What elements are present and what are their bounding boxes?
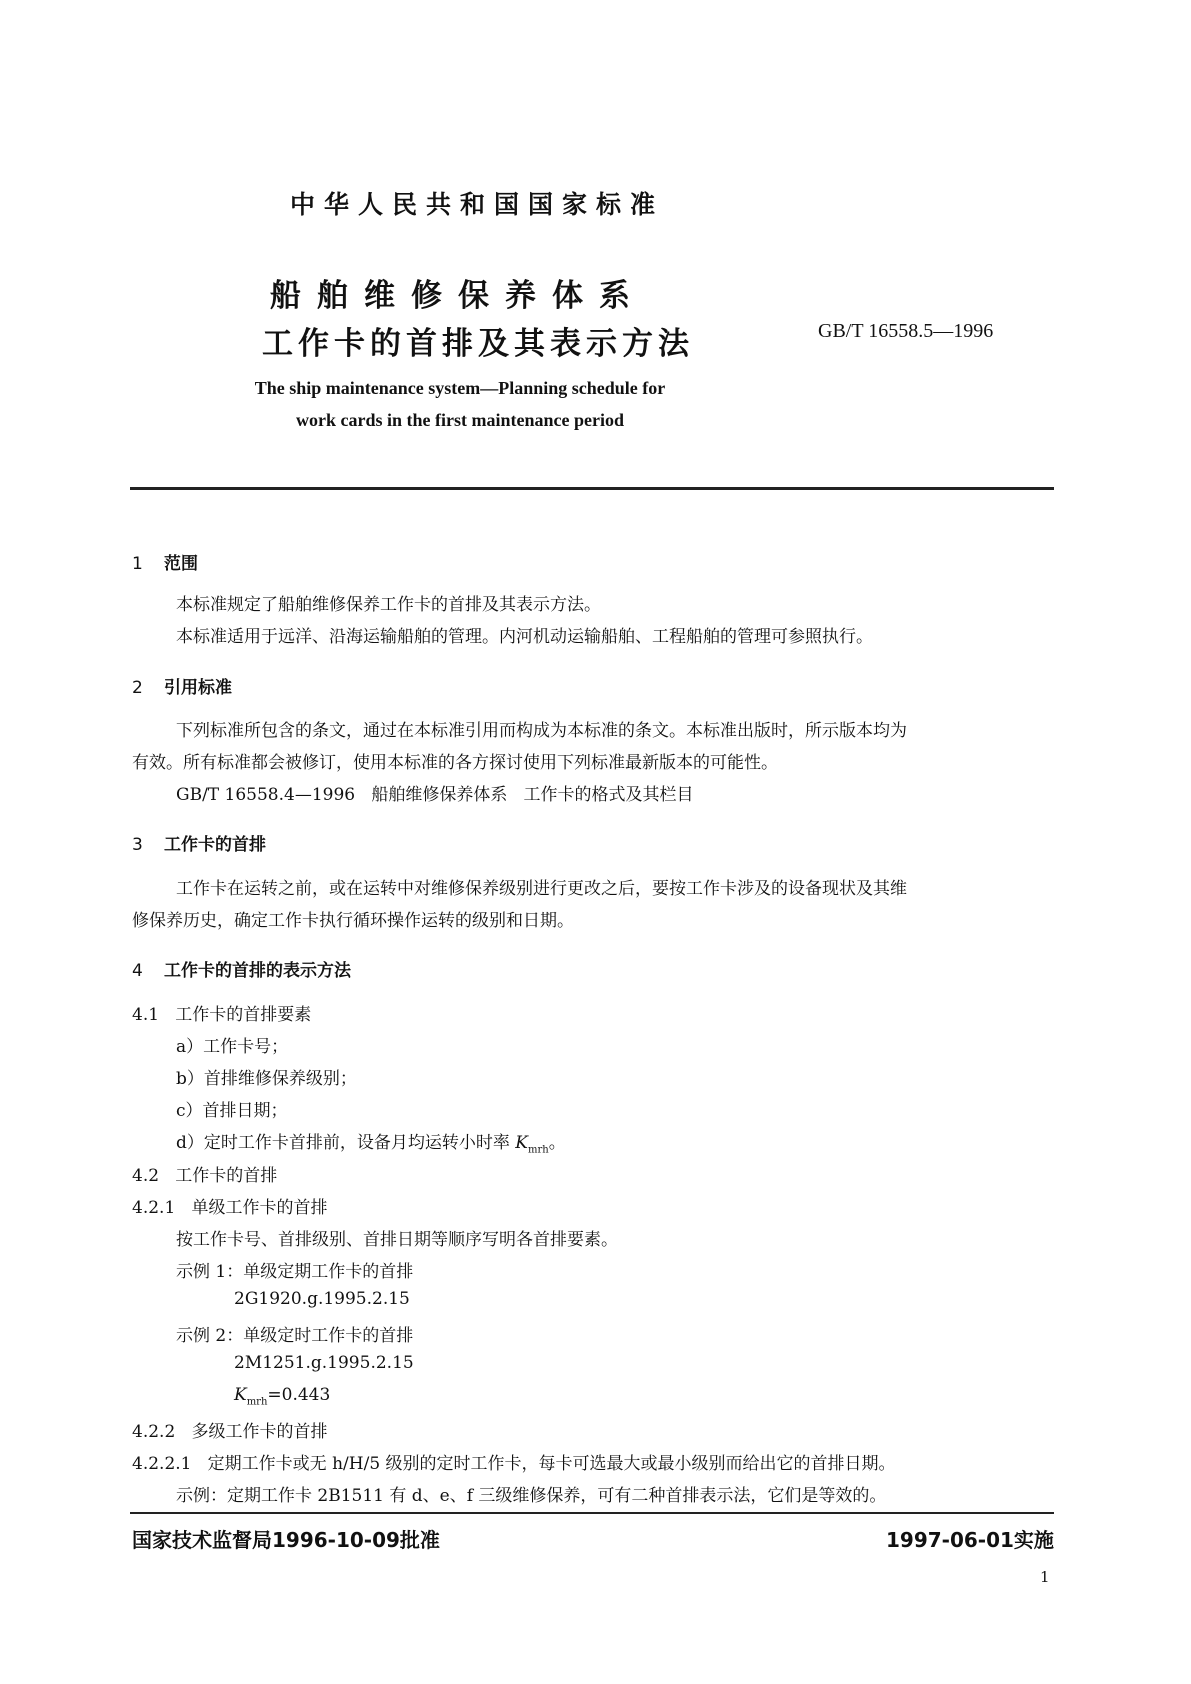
list-item-d-end: 。: [548, 1133, 566, 1153]
k-symbol: K: [515, 1133, 528, 1153]
english-title-line-2: work cards in the first maintenance period: [296, 410, 624, 430]
section-number: 3: [132, 835, 143, 855]
section-3-paragraph-line-1: 工作卡在运转之前，或在运转中对维修保养级别进行更改之后，要按工作卡涉及的设备现状及其维: [176, 879, 907, 899]
k-symbol: K: [234, 1385, 247, 1405]
example-3-text: 示例：定期工作卡 2B1511 有 d、e、f 三级维修保养，可有二种首排表示法，它们是等效的。: [176, 1486, 887, 1506]
section-title: 引用标准: [164, 678, 232, 698]
clause-4-2-2: 4.2.2 多级工作卡的首排: [132, 1422, 328, 1442]
clause-4-2-2-1: 4.2.2.1 定期工作卡或无 h/H/5 级别的定时工作卡，每卡可选最大或最小级别而给出它的首排日期。: [132, 1454, 896, 1474]
example-1-value: 2G1920.g.1995.2.15: [234, 1289, 410, 1309]
referenced-standard: GB/T 16558.4—1996 船舶维修保养体系 工作卡的格式及其栏目: [176, 785, 694, 805]
clause-4-2-1: 4.2.1 单级工作卡的首排: [132, 1198, 328, 1218]
section-2-heading: [132, 673, 232, 698]
list-item-b: b）首排维修保养级别；: [176, 1069, 357, 1089]
approval-line: 国家技术监督局1996-10-09批准: [132, 1528, 440, 1552]
section-2-paragraph-line-2: 有效。所有标准都会被修订，使用本标准的各方探讨使用下列标准最新版本的可能性。: [132, 753, 778, 773]
header-rule: [130, 487, 1054, 490]
section-title: 工作卡的首排的表示方法: [164, 961, 351, 981]
k-subscript: mrh: [246, 1396, 268, 1408]
k-value: =0.443: [267, 1385, 331, 1405]
example-2-value: 2M1251.g.1995.2.15: [234, 1353, 414, 1373]
list-item-c: c）首排日期；: [176, 1101, 288, 1121]
standard-number: GB/T 16558.5—1996: [818, 320, 994, 342]
title-line-2: 工作卡的首排及其表示方法: [262, 326, 694, 362]
section-1-heading: [132, 549, 198, 574]
clause-4-1: 4.1 工作卡的首排要素: [132, 1005, 312, 1025]
k-mrh-symbol: [515, 1133, 549, 1156]
section-3-heading: [132, 830, 266, 855]
k-mrh-symbol: [234, 1385, 268, 1408]
section-title: 工作卡的首排: [164, 835, 266, 855]
list-item-a: a）工作卡号；: [176, 1037, 289, 1057]
section-4-heading: [132, 956, 351, 981]
section-3-paragraph-line-2: 修保养历史，确定工作卡执行循环操作运转的级别和日期。: [132, 911, 574, 931]
example-1-label: 示例 1：单级定期工作卡的首排: [176, 1262, 414, 1282]
page-number: 1: [1040, 1568, 1050, 1586]
section-1-paragraph-2: 本标准适用于远洋、沿海运输船舶的管理。内河机动运输船舶、工程船舶的管理可参照执行。: [176, 627, 873, 647]
national-standard-heading: 中华人民共和国国家标准: [290, 190, 665, 219]
section-2-paragraph-line-1: 下列标准所包含的条文，通过在本标准引用而构成为本标准的条文。本标准出版时，所示版本均为: [176, 721, 907, 741]
english-title-line-1: The ship maintenance system—Planning schedule for: [254, 378, 666, 398]
list-item-d-text: d）定时工作卡首排前，设备月均运转小时率: [176, 1133, 516, 1153]
title-line-1: 船舶维修保养体系: [270, 278, 646, 314]
list-item-d: [176, 1128, 566, 1155]
clause-4-2-1-text: 按工作卡号、首排级别、首排日期等顺序写明各首排要素。: [176, 1230, 618, 1250]
section-number: 4: [132, 961, 143, 981]
clause-4-2: 4.2 工作卡的首排: [132, 1166, 278, 1186]
example-2-label: 示例 2：单级定时工作卡的首排: [176, 1326, 414, 1346]
section-title: 范围: [164, 554, 198, 574]
footer-rule: [130, 1512, 1054, 1514]
implementation-line: 1997-06-01实施: [886, 1528, 1054, 1552]
section-1-paragraph-1: 本标准规定了船舶维修保养工作卡的首排及其表示方法。: [176, 595, 601, 615]
k-subscript: mrh: [528, 1144, 549, 1156]
section-number: 1: [132, 554, 143, 574]
example-2-k-equation: [234, 1385, 330, 1407]
section-number: 2: [132, 678, 143, 698]
